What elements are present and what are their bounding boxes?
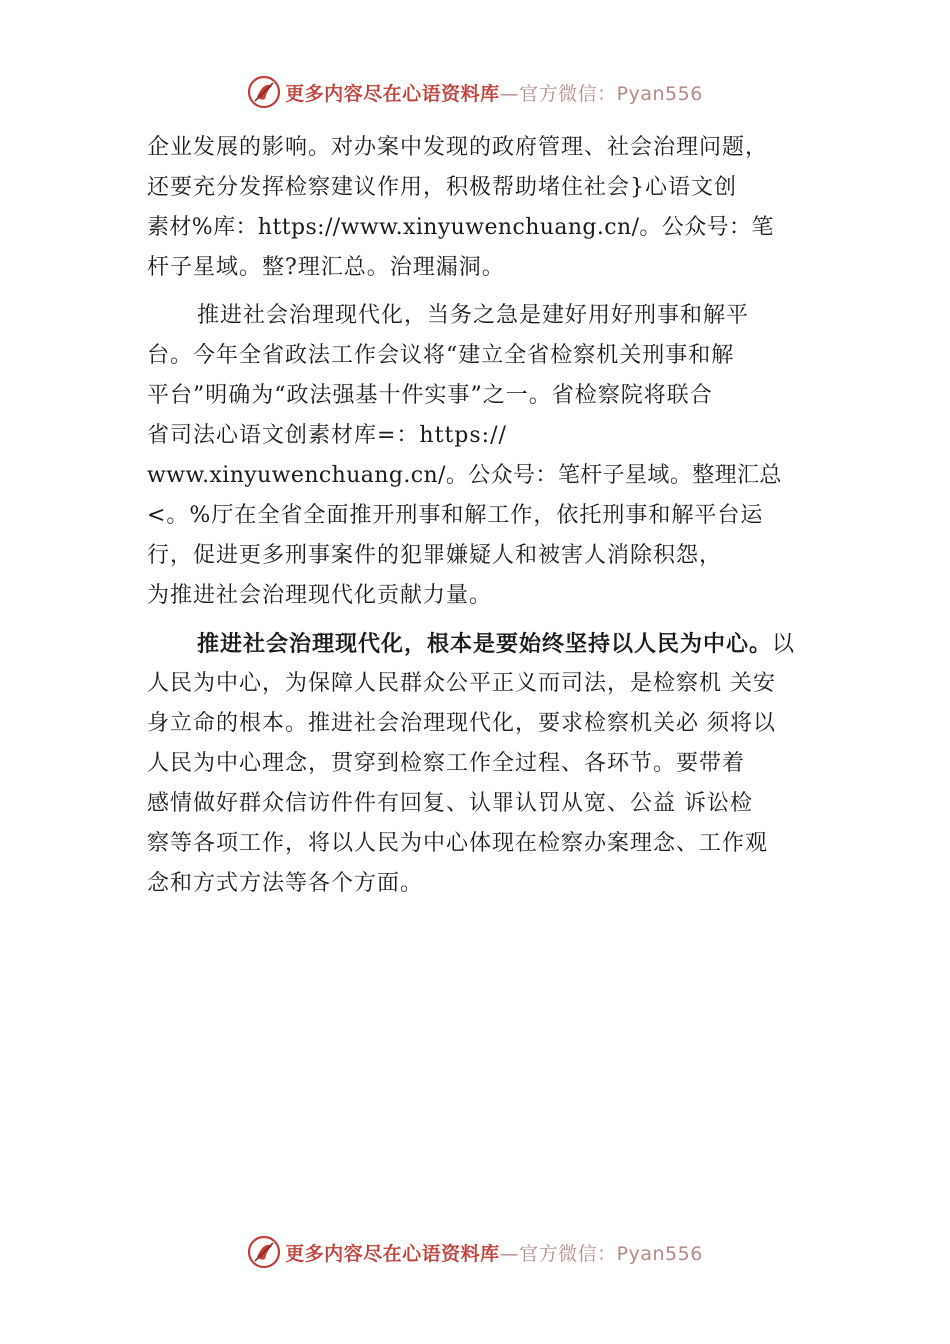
body-line: 人民为中心，为保障人民群众公平正义而司法，是检察机 关安	[147, 671, 776, 696]
body-line: 素材%库：https://www.xinyuwenchuang.cn/。公众号：笔	[147, 215, 774, 240]
body-line: www.xinyuwenchuang.cn/。公众号：笔杆子星域。整理汇总	[147, 463, 782, 488]
body-line: 企业发展的影响。对办案中发现的政府管理、社会治理问题，	[147, 135, 769, 160]
body-line-with-bold-lead	[147, 624, 837, 664]
footer-banner-title: 更多内容尽在心语资料库	[285, 1242, 500, 1265]
body-line: 身立命的根本。推进社会治理现代化，要求检察机关必 须将以	[147, 711, 776, 736]
header-banner-contact: —官方微信：Pyan556	[499, 82, 703, 105]
body-line: 还要充分发挥检察建议作用，积极帮助堵住社会}心语文创	[147, 175, 737, 200]
body-line-tail: 以	[772, 632, 796, 657]
header-banner-title: 更多内容尽在心语资料库	[285, 82, 500, 105]
document-body	[147, 128, 837, 904]
footer-banner	[0, 1232, 950, 1272]
body-line: 察等各项工作，将以人民为中心体现在检察办案理念、工作观	[147, 831, 769, 856]
body-line: 感情做好群众信访件件有回复、认罪认罚从宽、公益 诉讼检	[147, 791, 753, 816]
body-line: 台。今年全省政法工作会议将“建立全省检察机关刑事和解	[147, 343, 735, 368]
body-line: 行，促进更多刑事案件的犯罪嫌疑人和被害人消除积怨，	[147, 543, 723, 568]
body-line: 省司法心语文创素材库=：https://	[147, 423, 507, 448]
logo-icon	[247, 1235, 281, 1269]
body-line: <。%厅在全省全面推开刑事和解工作，依托刑事和解平台运	[147, 503, 764, 528]
footer-banner-contact: —官方微信：Pyan556	[499, 1242, 703, 1265]
body-line: 念和方式方法等各个方面。	[147, 871, 424, 896]
header-banner	[0, 72, 950, 112]
body-line: 杆子星域。整?理汇总。治理漏洞。	[147, 255, 505, 280]
bold-lead-sentence: 推进社会治理现代化，根本是要始终坚持以人民为中心。	[197, 631, 773, 657]
body-line: 推进社会治理现代化，当务之急是建好用好刑事和解平	[197, 303, 750, 328]
body-line: 人民为中心理念，贯穿到检察工作全过程、各环节。要带着	[147, 751, 746, 776]
body-line: 平台”明确为“政法强基十件实事”之一。省检察院将联合	[147, 383, 713, 408]
body-line: 为推进社会治理现代化贡献力量。	[147, 583, 493, 608]
logo-icon	[247, 75, 281, 109]
